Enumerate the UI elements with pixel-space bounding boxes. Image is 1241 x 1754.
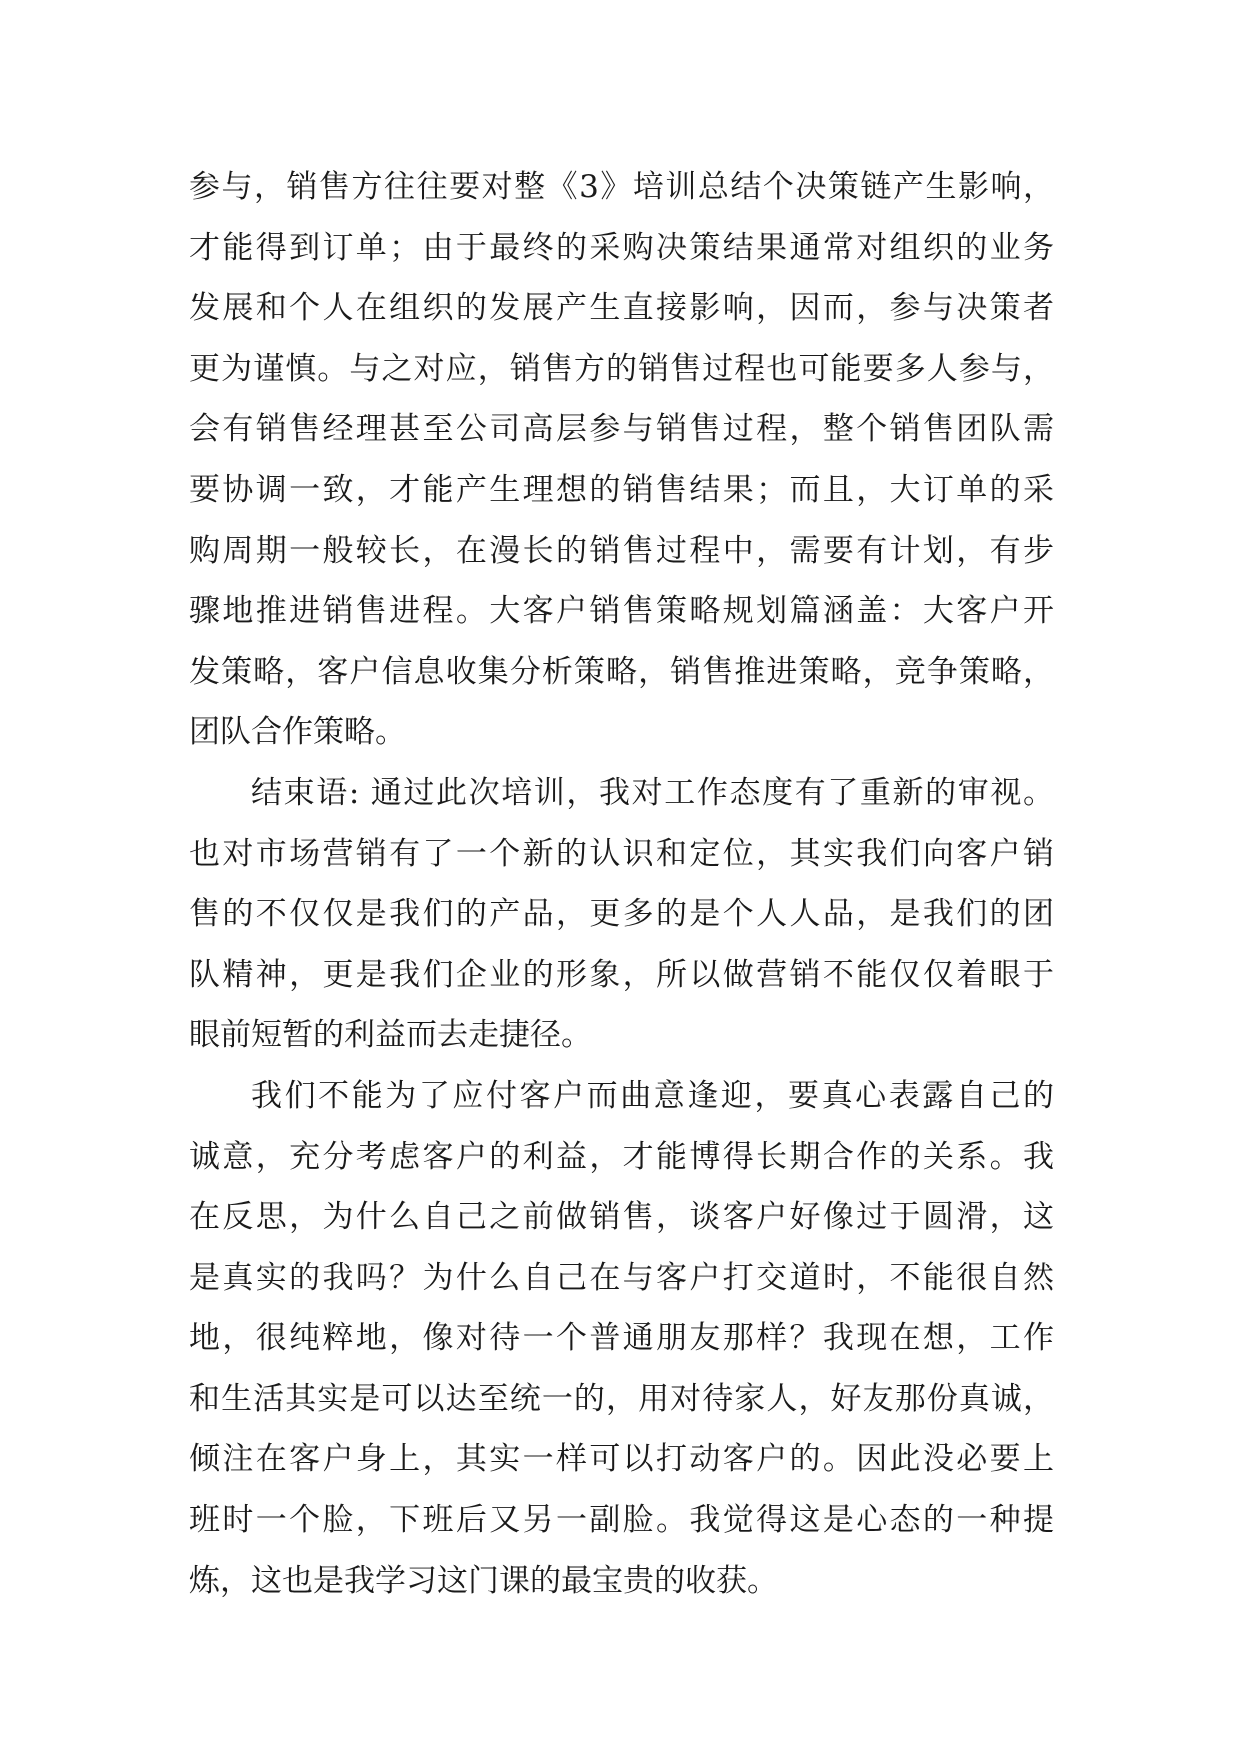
text-line: 要协调一致，才能产生理想的销售结果；而且，大订单的采 — [189, 471, 1054, 508]
text-line: 购周期一般较长，在漫长的销售过程中，需要有计划，有步 — [189, 532, 1054, 569]
text-line: 地，很纯粹地，像对待一个普通朋友那样？我现在想，工作 — [189, 1320, 1054, 1357]
text-line: 售的不仅仅是我们的产品，更多的是个人人品，是我们的团 — [189, 896, 1054, 933]
text-line: 班时一个脸，下班后又另一副脸。我觉得这是心态的一种提 — [189, 1502, 1054, 1539]
text-line: 更为谨慎。与之对应，销售方的销售过程也可能要多人参与， — [189, 350, 1054, 387]
text-line: 也对市场营销有了一个新的认识和定位，其实我们向客户销 — [189, 835, 1054, 872]
paragraph-3 — [189, 1066, 1054, 1611]
text-line: 是真实的我吗？为什么自己在与客户打交道时，不能很自然 — [189, 1259, 1054, 1296]
text-line: 发展和个人在组织的发展产生直接影响，因而，参与决策者 — [189, 290, 1054, 327]
text-line: 诚意，充分考虑客户的利益，才能博得长期合作的关系。我 — [189, 1138, 1054, 1175]
text-line: 眼前短暂的利益而去走捷径。 — [189, 1017, 592, 1054]
text-line: 我们不能为了应付客户而曲意逢迎，要真心表露自己的 — [251, 1077, 1054, 1114]
document-body — [189, 157, 1054, 1611]
text-line: 团队合作策略。 — [189, 714, 406, 751]
text-line: 在反思，为什么自己之前做销售，谈客户好像过于圆滑，这 — [189, 1199, 1054, 1236]
text-line: 炼，这也是我学习这门课的最宝贵的收获。 — [189, 1562, 778, 1599]
text-line: 骤地推进销售进程。大客户销售策略规划篇涵盖：大客户开 — [189, 593, 1054, 630]
text-line: 才能得到订单；由于最终的采购决策结果通常对组织的业务 — [189, 229, 1054, 266]
text-line: 倾注在客户身上，其实一样可以打动客户的。因此没必要上 — [189, 1441, 1054, 1478]
text-line: 会有销售经理甚至公司高层参与销售过程，整个销售团队需 — [189, 411, 1054, 448]
text-line: 和生活其实是可以达至统一的，用对待家人，好友那份真诚， — [189, 1380, 1054, 1417]
paragraph-1 — [189, 157, 1054, 763]
text-line: 发策略，客户信息收集分析策略，销售推进策略，竞争策略， — [189, 653, 1054, 690]
text-line: 参与，销售方往往要对整《3》培训总结个决策链产生影响， — [189, 169, 1054, 205]
paragraph-2 — [189, 763, 1054, 1066]
text-line: 队精神，更是我们企业的形象，所以做营销不能仅仅着眼于 — [189, 956, 1054, 993]
text-line: 结束语: 通过此次培训，我对工作态度有了重新的审视。 — [251, 774, 1054, 811]
